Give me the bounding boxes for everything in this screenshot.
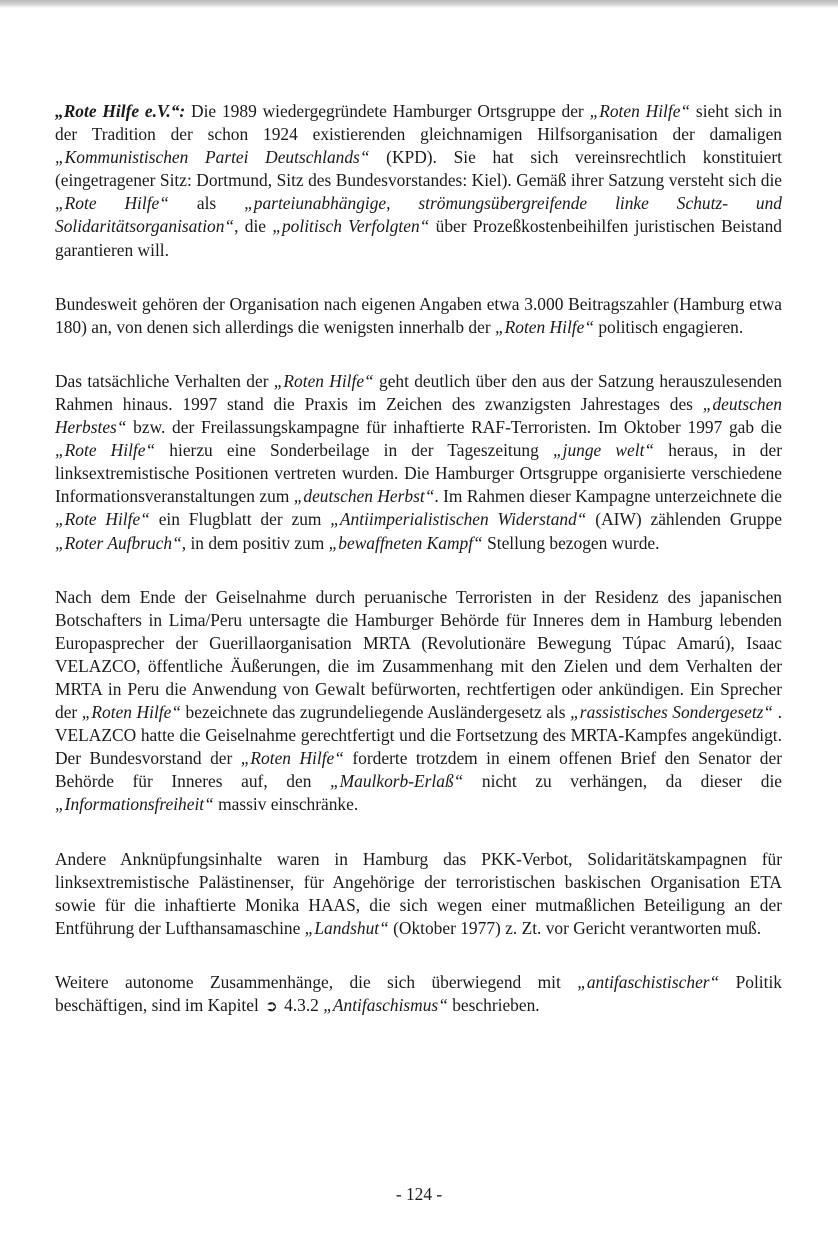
quoted-term: „Rote Hilfe“ <box>55 509 150 530</box>
text-run: Politik beschäftigen, sind im Kapitel <box>55 971 782 1015</box>
text-run: Bundesweit gehören der Organisation nach eigenen Angaben etwa 3.000 Beitragszahler (Hamburg etwa 180) an, von denen sich allerdings die wenigsten innerhalb der <box>55 293 782 337</box>
quoted-term: „Antifaschismus“ <box>323 995 448 1015</box>
quoted-term: „Antiimperialistischen Widerstand“ <box>330 509 587 530</box>
text-run: ein Flugblatt der zum <box>149 509 331 530</box>
text-run: über Prozeßkostenbeihilfen juristischen Beistand garantieren will. <box>55 216 782 260</box>
quoted-term: „antifaschistischer“ <box>577 971 720 992</box>
page-number: - 124 - <box>395 1184 443 1204</box>
text-run: (Oktober 1977) z. Zt. vor Gericht verantworten muß. <box>388 917 762 938</box>
quoted-term: „Maulkorb-Erlaß“ <box>329 771 464 792</box>
text-run: Nach dem Ende der Geiselnahme durch peruanische Terroristen in der Residenz des japanischen Botschafters in Lima/Peru untersagte die Hamburger Behörde für Inneres dem in Hamburg lebenden Europasprecher der Guerillaorganisation MRTA (Revolutionäre Bewegung Túpac Amarú), Isaac VELAZCO, öffentliche Äußerungen, die im Zusammenhang mit den Zielen und dem Verhalten der MRTA in Peru die Anwendung von Gewalt befürworten, rechtfertigen oder ankündigen. Ein Sprecher der <box>55 586 782 723</box>
text-run: Stellung bezogen wurde. <box>482 532 660 553</box>
paragraph-antifascism-reference <box>55 971 782 1018</box>
text-run: (KPD). Sie hat sich vereinsrechtlich konstituiert (eingetragener Sitz: Dortmund, Sitz des Bundesvorstandes: Kiel). Gemäß ihrer Satzung versteht sich die <box>55 147 783 191</box>
quoted-term: „parteiunabhängige, strömungsübergreifende linke Schutz- und Solidaritätsorganisation“ <box>55 193 783 237</box>
paragraph-actual-behavior <box>55 370 782 555</box>
quoted-term: „Roten Hilfe“ <box>81 702 181 723</box>
quoted-term: „Informationsfreiheit“ <box>55 794 214 815</box>
text-run: nicht zu verhängen, da dieser die <box>463 771 782 792</box>
text-run: , in dem positiv zum <box>181 532 329 553</box>
text-run: geht deutlich über den aus der Satzung herauszulesenden Rahmen hinaus. 1997 stand die Praxis im Zeichen des zwanzigsten Jahrestages des <box>55 370 782 414</box>
quoted-term: „deutschen Herbst“ <box>293 486 435 507</box>
quoted-term: „politisch Verfolgten“ <box>272 216 430 237</box>
text-run: als <box>168 193 245 214</box>
text-run: . VELAZCO hatte die Geiselnahme gerechtfertigt und die Fortsetzung des MRTA-Kampfes angekündigt. Der Bundesvorstand der <box>55 702 782 769</box>
text-run: Die 1989 wiedergegründete Hamburger Ortsgruppe der <box>185 101 590 121</box>
lead-term: „Rote Hilfe e.V.“: <box>55 101 186 121</box>
quoted-term: „bewaffneten Kampf“ <box>328 532 483 553</box>
paragraph-other-topics <box>55 848 782 940</box>
text-run: bzw. der Freilassungskampagne für inhaftierte RAF-Terroristen. Im Oktober 1997 gab die <box>126 417 782 438</box>
text-run: (AIW) zählenden Gruppe <box>586 509 782 530</box>
quoted-term: „Roten Hilfe“ <box>273 370 374 391</box>
text-run: beschrieben. <box>447 995 540 1015</box>
text-run: hierzu eine Sonderbeilage in der Tageszeitung <box>155 440 553 461</box>
quoted-term: „junge welt“ <box>552 440 655 461</box>
scan-top-edge <box>0 0 838 8</box>
paragraph-mrta-velazco <box>55 586 782 817</box>
quoted-term: „rassistisches Sondergesetz“ <box>570 702 774 723</box>
text-run: massiv einschränke. <box>213 794 359 815</box>
quoted-term: „Rote Hilfe“ <box>55 440 156 461</box>
quoted-term: „Roten Hilfe“ <box>494 316 594 337</box>
text-run: Andere Anknüpfungsinhalte waren in Hamburg das PKK-Verbot, Solidaritätskampagnen für linksextremistische Palästinenser, für Angehörige der terroristischen baskischen Organisation ETA sowie für die inhaftierte Monika HAAS, die sich wegen einer mutmaßlichen Beteiligung an der Entführung der Lufthansamaschine <box>55 848 782 938</box>
paragraph-rote-hilfe-intro <box>55 100 782 262</box>
text-run: forderte trotzdem in einem offenen Brief den Senator der Behörde für Inneres auf, den <box>55 748 782 792</box>
quoted-term: „Roten Hilfe“ <box>240 748 344 769</box>
text-run: Weitere autonome Zusammenhänge, die sich überwiegend mit <box>55 971 578 992</box>
document-body <box>55 100 782 1049</box>
chapter-reference: 4.3.2 <box>279 995 324 1015</box>
quoted-term: „Kommunistischen Partei Deutschlands“ <box>55 147 370 168</box>
paragraph-membership <box>55 293 782 339</box>
cross-reference-arrow-icon: ➲ <box>265 997 278 1015</box>
quoted-term: „deutschen Herbstes“ <box>55 393 782 438</box>
text-run: heraus, in der linksextremistische Positionen vertreten wurden. Die Hamburger Ortsgruppe organisierte verschiedene Informationsveranstaltungen zum <box>55 440 782 507</box>
quoted-term: „Landshut“ <box>304 917 389 938</box>
text-run: , die <box>234 216 273 237</box>
text-run: sieht sich in der Tradition der schon 1924 existierenden gleichnamigen Hilfsorganisation der damaligen <box>55 101 783 145</box>
text-run: bezeichnete das zugrundeliegende Ausländergesetz als <box>181 702 571 723</box>
quoted-term: „Roter Aufbruch“ <box>55 532 182 553</box>
quoted-term: „Roten Hilfe“ <box>589 101 691 121</box>
text-run: . Im Rahmen dieser Kampagne unterzeichnete die <box>434 486 782 507</box>
text-run: politisch engagieren. <box>594 316 744 337</box>
text-run: Das tatsächliche Verhalten der <box>55 370 274 391</box>
quoted-term: „Rote Hilfe“ <box>55 193 169 214</box>
